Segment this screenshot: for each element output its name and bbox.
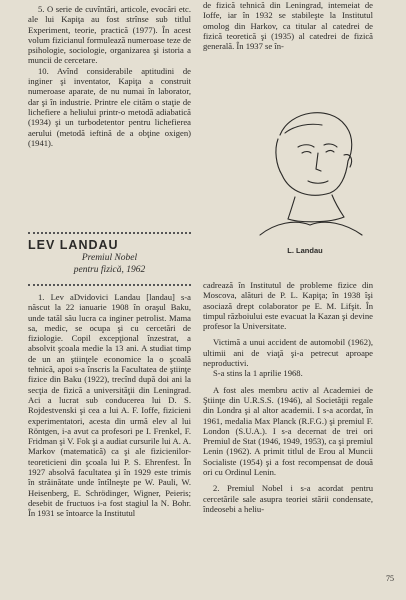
landau-portrait-sketch [240,95,375,240]
left-top-text [28,4,191,148]
right-paragraph-1: cadrează în Institutul de probleme fizice din Moscova, alături de P. L. Kapiţa; în 1938 îşi asociază drept colaborator pe E. M. Lifşit. În timpul războiului este evacuat la Kazan şi devine profesor la Universitate. [203,280,373,332]
heading-top-rule [28,232,191,234]
page-number: 75 [386,574,394,583]
right-paragraph-3: S-a stins la 1 aprilie 1968. [213,368,303,379]
right-top-paragraph: de fizică tehnică din Leningrad, intemeiat de Ioffe, iar în 1932 se stabileşte la Institutul omolog din Harkov, ca titular al catedrei de fizică teoretică şi (1935) al catedrei de fizică generală. În 1937 se în- [203,0,373,52]
right-paragraph-2: Victimă a unui accident de automobil (1962), ultimii ani de viaţă şi-a petrecut aproape neproductivi. [203,337,373,369]
right-top-text [203,0,373,51]
biography-paragraph: 1. Lev aDvidovici Landau [landau] s-a născut la 22 ianuarie 1908 în oraşul Baku, unde tatăl său lucra ca inginer petrolist. Mama sa, medic, se ocupa şi cu cercetări de fiziologie. Copil excepţional înzestrat, a absolvit şcoala medie la 13 ani. A studiat timp de un an ştiinţele economice la o şcoală tehnică, apoi s-a înscris la Facultatea de ştiinţe fizice din Baku (1922), trecînd după doi ani la secţia de fizică a universităţii din Leningrad. Aci a lucrat sub conducerea lui D. S. Rojdestvenski şi cea a lui A. F. Ioffe, fizicieni experimentatori, acesta din urmă elev al lui Röntgen, i-a avut ca profesori pe I. Frenkel, F. Fridman şi V. Fok şi a audiat cursurile lui A. A. Markov (matematică) ca şi ale fizicienilor-teoreticieni din şcoala lui P. S. Ehrenfest. În 1927 absolvă facultatea şi în 1929 este trimis în străinătate unde întîlneşte pe W. Pauli, W. Heisenberg, E. Schrödinger, Wigner, Peieris; desebit de fructuos i-a fost stagiul la N. Bohr. În 1931 se întoarce la Institutul [28,292,191,519]
section-heading [28,232,191,286]
heading-bottom-rule [28,284,191,286]
laureate-name: LEV LANDAU [28,238,119,252]
biography-text [28,292,191,519]
prize-line: Premiul Nobel [81,253,138,263]
right-paragraph-5: 2. Premiul Nobel i s-a acordat pentru cercetările sale asupra teoriei stării condensate, îndeosebi a heliu- [203,483,373,514]
right-paragraph-4: A fost ales membru activ al Academiei de Ştiinţe din U.R.S.S. (1946), al Societăţii regale din Londra şi al altor academii. I s-a acordat, în 1961, medalia Max Planck (R.F.G.) şi premiul F. London (S.U.A.). I s-a decernat de trei ori Premiul de Stat (1946, 1949, 1953), ca şi premiul Lenin (1962). A primit titlul de Erou al Muncii Socialiste (1954) şi a fost recompensat de două ori cu Ordinul Lenin. [203,384,373,478]
item-5-paragraph: 5. O serie de cuvîntări, articole, evocări etc. ale lui Kapiţa au fost strînse sub titlul Experiment, teorie, practică (1977). În acest volum fizicianul formulează numeroase teze de psihologie, sociologie, organizarea şi istoria a muncii de cercetare. [28,4,191,66]
prize-field-year: pentru fizică, 1962 [73,265,146,275]
right-lower-text [203,280,373,514]
item-10-paragraph: 10. Avînd considerabile aptitudini de inginer şi inventator, Kapiţa a construit numeroase aparate, de nu numai în laborator, dar şi în industrie. Printre ele cităm o staţie de lichefiere a heliului printr-o metodă adiabatică (1934) şi un turbodetentor pentru lichefierea aerului (metodă ieftină de a obţine oxigen) (1941). [28,65,191,148]
portrait-caption: L. Landau [287,246,323,255]
